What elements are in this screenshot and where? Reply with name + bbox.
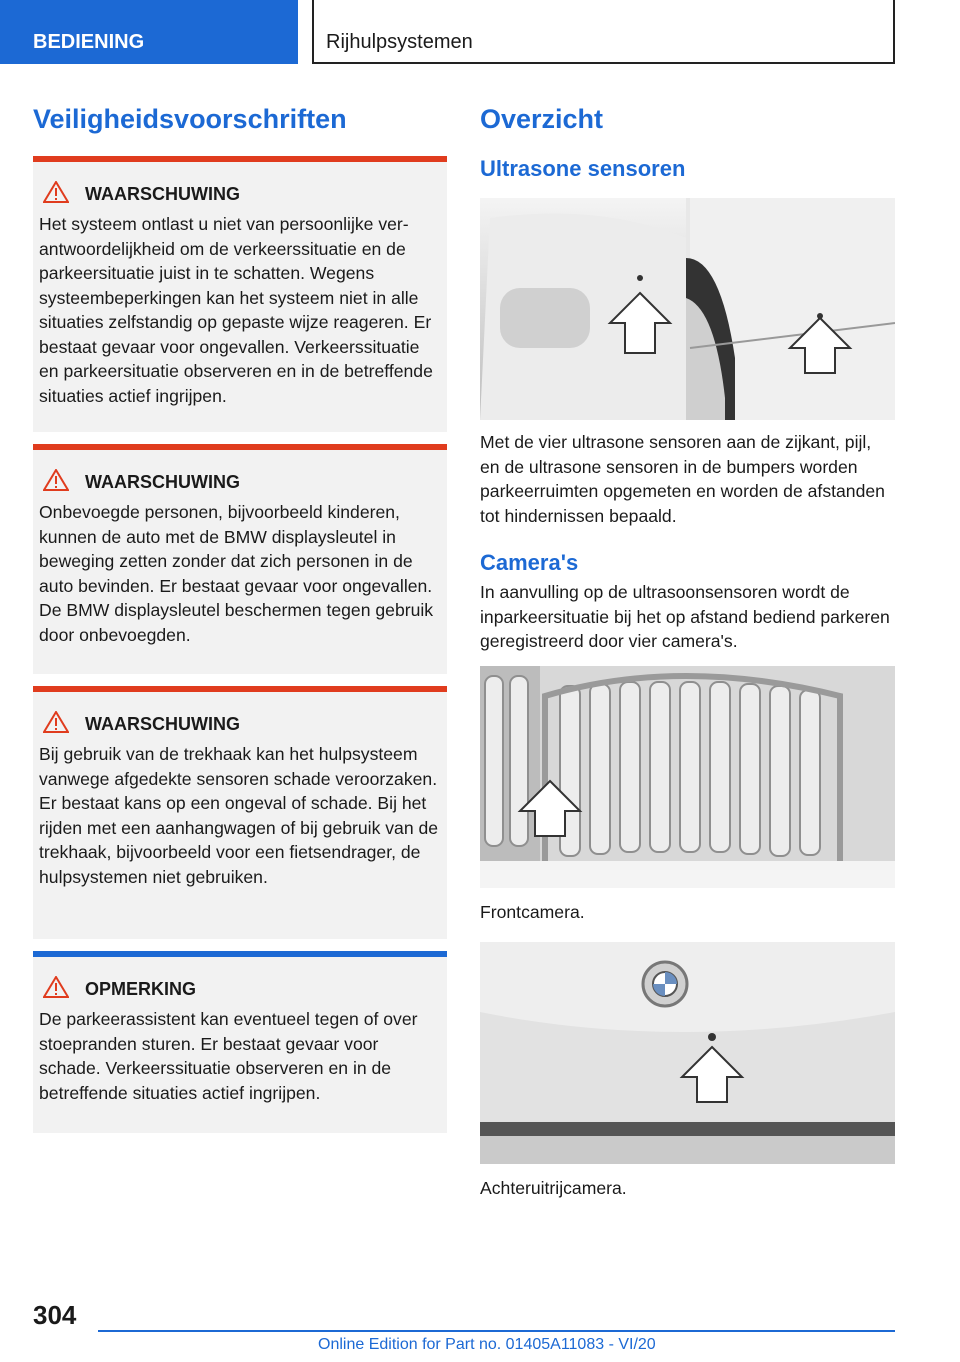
subheading: Ultrasone sensoren xyxy=(480,156,686,181)
subheading: Camera's xyxy=(480,550,579,575)
box-label: WAARSCHUWING xyxy=(85,471,240,492)
camera-description: In aanvulling op de ultrasoonsensoren wordt de inparkeersituatie bij het op afstand bediend parkeren geregistreerd door vier camera's. xyxy=(480,582,890,651)
box-text: Het systeem ontlast u niet van persoonlijke verantwoordelijkheid om de verkeerssituatie en de parkeersituatie juist in te schatten. Wegens systeembeperkingen kan het systeem niet in alle situaties zelfstandig op gepaste wijze reageren. Er bestaat gevaar voor ongevallen. Verkeerssituatie en parkeersituatie observeren en in de betreffende situaties actief ingrijpen. xyxy=(39,214,433,406)
edition-text: Online Edition for Part no. 01405A11083 - VI/20 xyxy=(318,1336,656,1353)
warning-icon xyxy=(43,976,69,1003)
warning-box xyxy=(33,686,447,939)
warning-box xyxy=(33,156,447,432)
warning-icon xyxy=(43,469,69,496)
warning-icon xyxy=(43,711,69,738)
box-text: De parkeerassistent kan eventueel tegen of over stoepranden sturen. Er bestaat gevaar voor schade. Verkeerssituatie observeren en in de betreffende situaties actief ingrijpen. xyxy=(39,1009,418,1103)
sensor-image xyxy=(480,198,895,420)
section-heading: Veiligheidsvoorschriften xyxy=(33,104,347,134)
right-column xyxy=(480,100,895,1201)
box-label: OPMERKING xyxy=(85,978,197,999)
footer-divider xyxy=(98,1330,895,1332)
page-number: 304 xyxy=(33,1300,77,1330)
section-tab: BEDIENING xyxy=(0,0,298,64)
box-text: Bij gebruik van de trekhaak kan het hulpsysteem vanwege afgedekte sensoren schade veroorzaken. Er bestaat kans op een ongeval of schade. Bij het rijden met een aanhangwagen of bij gebruik van de trekhaak, bijvoorbeeld voor een fietsendrager, de hulpsystemen niet gebruiken. xyxy=(39,744,439,887)
box-label: WAARSCHUWING xyxy=(85,713,240,734)
section-heading: Overzicht xyxy=(480,104,604,134)
note-box xyxy=(33,951,447,1133)
chapter-title: Rijhulpsystemen xyxy=(312,0,895,64)
rear-camera-image xyxy=(480,942,895,1164)
left-column xyxy=(33,100,447,1133)
rear-camera-caption: Achteruitrijcamera. xyxy=(480,1178,627,1198)
front-camera-caption: Frontcamera. xyxy=(480,901,585,922)
front-camera-image xyxy=(480,666,895,888)
box-label: WAARSCHUWING xyxy=(85,183,240,204)
warning-box xyxy=(33,444,447,674)
warning-icon xyxy=(43,181,69,208)
sensor-description: Met de vier ultrasone sensoren aan de zijkant, pijl, en de ultrasone sensoren in de bumpers worden parkeerruimten opgemeten en worden de afstanden tot hindernissen bepaald. xyxy=(480,432,885,526)
box-text: Onbevoegde personen, bijvoorbeeld kinderen, kunnen de auto met de BMW displaysleutel in beweging zetten zonder dat zich personen in de auto bevinden. Er bestaat gevaar voor ongevallen. De BMW displaysleutel beschermen tegen gebruik door onbevoegden. xyxy=(39,502,434,645)
